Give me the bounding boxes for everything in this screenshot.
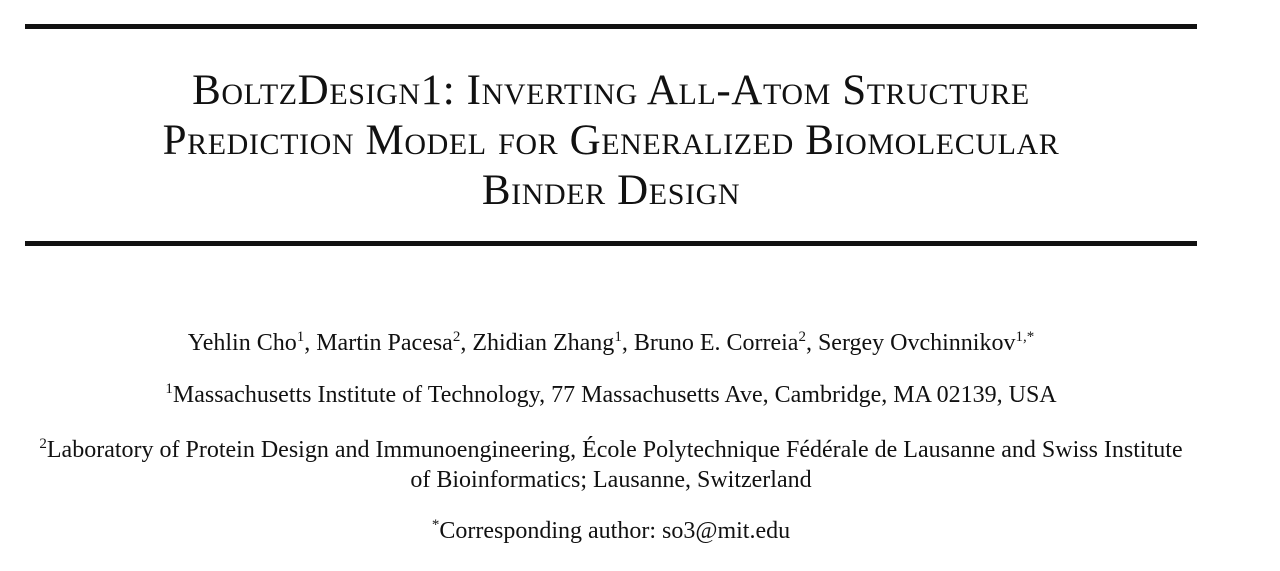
author-affiliation-mark: 1	[296, 329, 305, 345]
paper-title	[25, 66, 1197, 216]
affiliation-line	[25, 437, 1197, 467]
affiliation-text: Massachusetts Institute of Technology, 77 Massachusetts Ave, Cambridge, MA 02139, USA	[172, 382, 1057, 408]
title-line-3: Binder Design	[481, 167, 741, 214]
author-name: Bruno E. Correia	[633, 330, 799, 356]
title-bottom-rule	[25, 241, 1197, 246]
author-list: Yehlin Cho$^1$, Martin Pacesa$^2$, Zhidian Zhang$^1$, Bruno E. Correia$^2$, Sergey Ovchinnikov$^{1,*}$	[187, 329, 1035, 356]
author-affiliation-mark: 1	[614, 329, 622, 345]
author-name: Martin Pacesa	[316, 330, 453, 356]
author-affiliation-mark: 1,*	[1015, 329, 1035, 345]
affiliation-line: of Bioinformatics; Lausanne, Switzerland	[410, 467, 812, 493]
author-affiliation-mark: 2	[452, 329, 461, 345]
corresponding-text: Corresponding author: so3@mit.edu	[439, 518, 791, 544]
title-line-2: Prediction Model for Generalized Biomolecular	[162, 117, 1060, 164]
affiliation-1	[25, 382, 1197, 412]
affiliation-mark: 1	[165, 381, 173, 397]
corresponding-mark: *	[431, 517, 440, 533]
author-affiliation-mark: 2	[798, 329, 806, 345]
affiliation-2	[25, 437, 1197, 494]
author-name: Yehlin Cho	[187, 330, 297, 356]
corresponding-author	[25, 516, 1197, 549]
author-name: Zhidian Zhang	[472, 330, 615, 356]
affiliation-mark: 2	[39, 436, 47, 452]
title-top-rule	[25, 24, 1197, 29]
author-name: Sergey Ovchinnikov	[817, 330, 1016, 356]
title-line-1: BoltzDesign1: Inverting All-Atom Structure	[192, 67, 1030, 114]
affiliation-text: Laboratory of Protein Design and Immunoengineering, École Polytechnique Fédérale de Lausanne and Swiss Institute	[46, 437, 1183, 463]
